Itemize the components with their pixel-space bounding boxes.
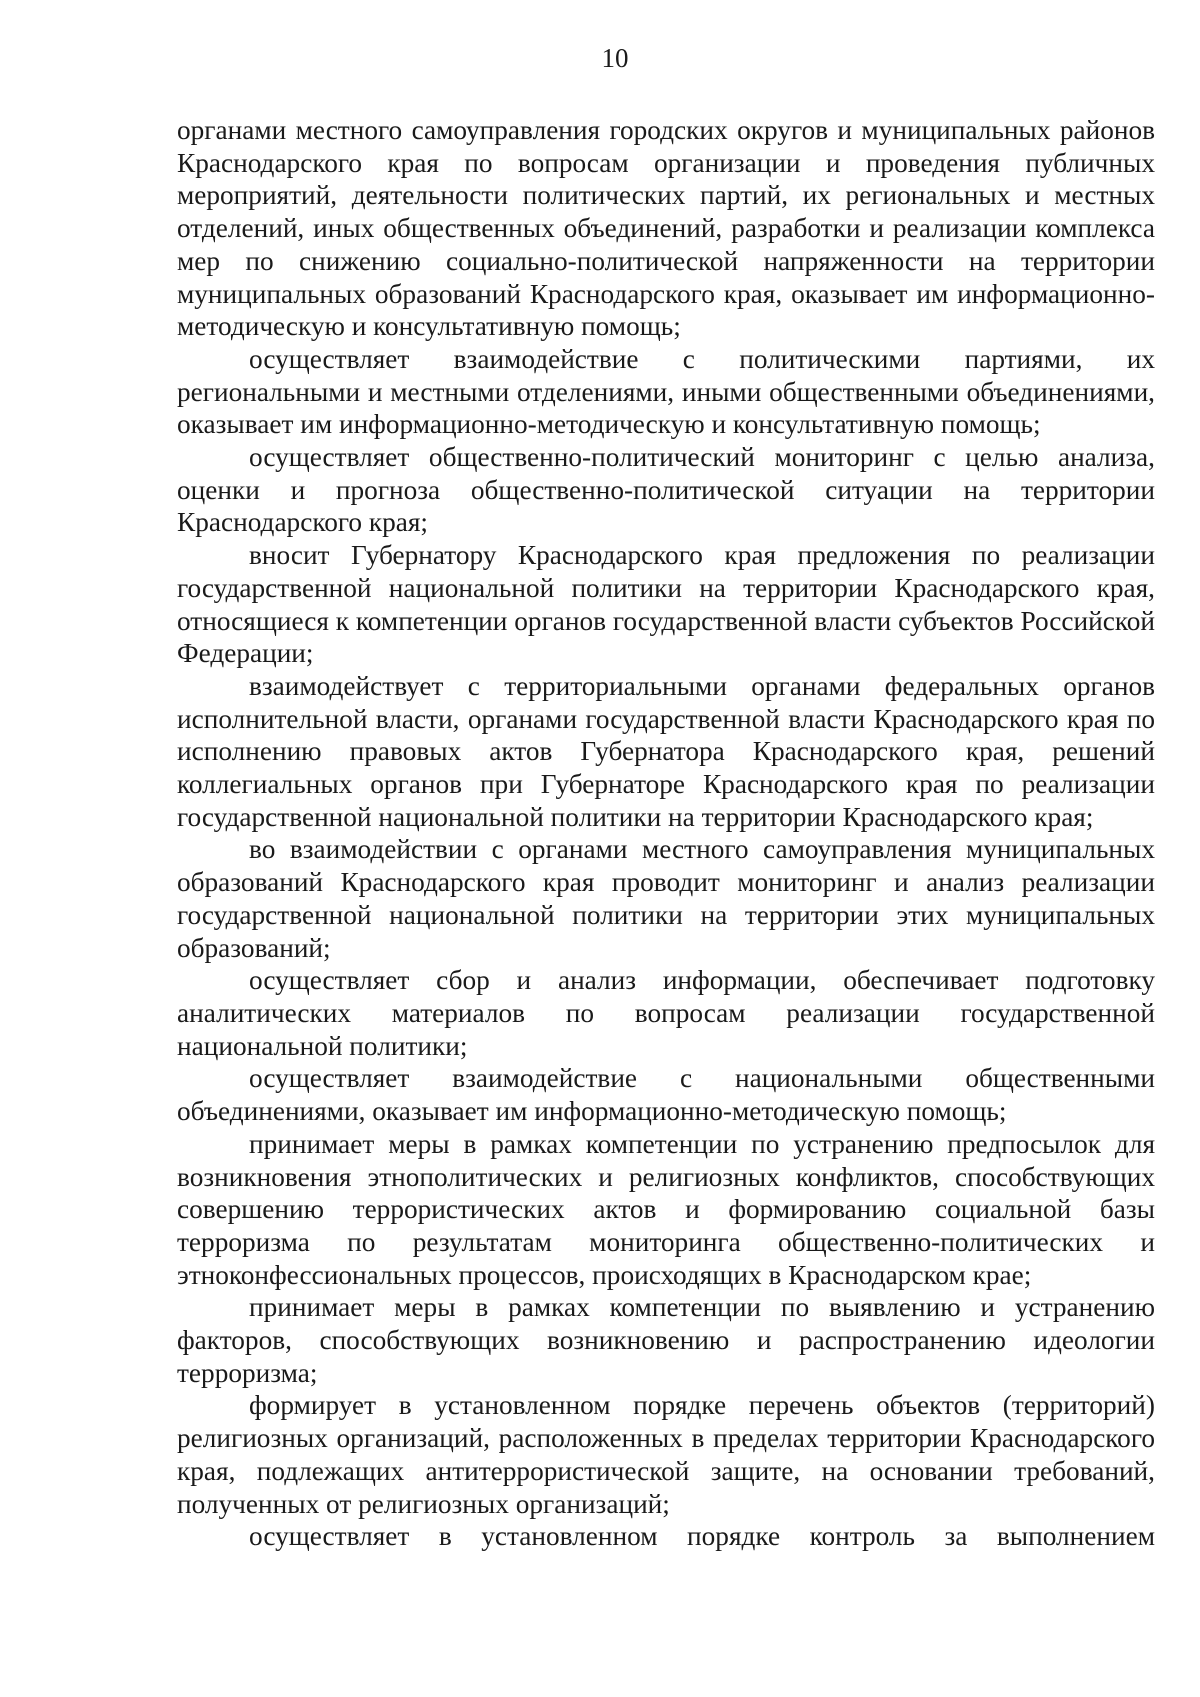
page-number: 10 xyxy=(601,43,629,73)
paragraph: осуществляет общественно-политический мониторинг с целью анализа, оценки и прогноза общественно-политической ситуации на территории Краснодарского края; xyxy=(177,442,1155,538)
paragraph: принимает меры в рамках компетенции по выявлению и устранению факторов, способствующих возникновению и распространению идеологии терроризма; xyxy=(177,1292,1155,1388)
paragraph: осуществляет в установленном порядке контроль за выполнением xyxy=(249,1521,1155,1552)
document-body xyxy=(177,114,1155,1553)
paragraph: осуществляет взаимодействие с политическими партиями, их региональными и местными отделениями, иными общественными объединениями, оказывает им информационно-методическую и консультативную помощь; xyxy=(177,343,1155,440)
paragraph: осуществляет взаимодействие с национальными общественными объединениями, оказывает им информационно-методическую помощь; xyxy=(177,1063,1155,1127)
paragraph: осуществляет сбор и анализ информации, обеспечивает подготовку аналитических материалов по вопросам реализации государственной национальной политики; xyxy=(177,965,1155,1061)
paragraph: во взаимодействии с органами местного самоуправления муниципальных образований Краснодарского края проводит мониторинг и анализ реализации государственной национальной политики на территории этих муниципальных образований; xyxy=(177,834,1155,963)
paragraph: вносит Губернатору Краснодарского края предложения по реализации государственной национальной политики на территории Краснодарского края, относящиеся к компетенции органов государственной власти субъектов Российской Федерации; xyxy=(177,540,1155,669)
paragraph: принимает меры в рамках компетенции по устранению предпосылок для возникновения этнополитических и религиозных конфликтов, способствующих совершению террористических актов и формированию социальной базы терроризма по результатам мониторинга общественно-политических и этноконфессиональных процессов, происходящих в Краснодарском крае; xyxy=(177,1128,1155,1290)
paragraph: формирует в установленном порядке перечень объектов (территорий) религиозных организаций, расположенных в пределах территории Краснодарского края, подлежащих антитеррористической защите, на основании требований, полученных от религиозных организаций; xyxy=(177,1390,1155,1519)
paragraph: взаимодействует с территориальными органами федеральных органов исполнительной власти, органами государственной власти Краснодарского края по исполнению правовых актов Губернатора Краснодарского края, решений коллегиальных органов при Губернаторе Краснодарского края по реализации государственной национальной политики на территории Краснодарского края; xyxy=(177,670,1155,832)
paragraph: органами местного самоуправления городских округов и муниципальных районов Краснодарского края по вопросам организации и проведения публичных мероприятий, деятельности политических партий, их региональных и местных отделений, иных общественных объединений, разработки и реализации комплекса мер по снижению социально-политической напряженности на территории муниципальных образований Краснодарского края, оказывает им информационно-методическую и консультативную помощь; xyxy=(177,115,1155,342)
